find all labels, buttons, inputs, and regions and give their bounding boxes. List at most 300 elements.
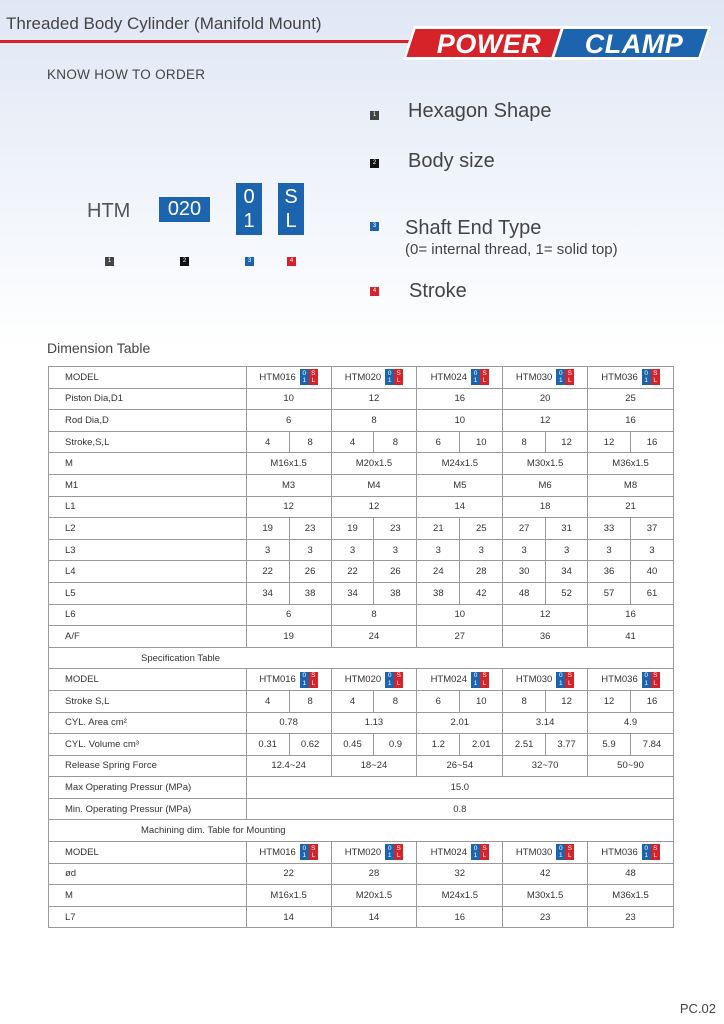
badge-stroke — [651, 844, 660, 860]
table-cell: 25 — [460, 518, 503, 540]
option-badge — [556, 369, 574, 385]
model-label: MODEL — [49, 842, 247, 864]
badge-stroke-bottom: L — [311, 377, 316, 385]
code-prefix: HTM — [87, 200, 131, 222]
row-label: Min. Operating Pressur (MPa) — [49, 798, 247, 820]
table-cell: 24 — [331, 626, 417, 648]
model-name-group — [259, 672, 317, 688]
badge-stroke-top: S — [653, 672, 658, 680]
model-name-group — [345, 844, 403, 860]
legend-body-size: Body size — [408, 150, 495, 172]
badge-stroke — [394, 672, 403, 688]
model-label: MODEL — [49, 367, 247, 389]
model-name: HTM036 — [601, 674, 638, 686]
badge-shaft-bottom: 1 — [473, 852, 478, 860]
table-cell: 14 — [417, 496, 503, 518]
table-cell: M16x1.5 — [246, 885, 331, 907]
badge-stroke-top: S — [311, 369, 316, 377]
row-label: CYL. Area cm² — [49, 712, 247, 734]
table-cell: 26 — [289, 561, 331, 583]
option-badge — [642, 844, 660, 860]
code-stroke-top: S — [284, 186, 298, 208]
code-marker-3: 3 — [245, 257, 254, 266]
model-name-group — [431, 369, 489, 385]
table-cell: 57 — [588, 582, 631, 604]
table-row — [49, 410, 674, 432]
table-cell: 8 — [331, 410, 417, 432]
badge-stroke-top: S — [311, 672, 316, 680]
badge-shaft-bottom: 1 — [387, 679, 392, 687]
model-name-group — [431, 844, 489, 860]
option-badge — [642, 369, 660, 385]
table-row — [49, 496, 674, 518]
badge-stroke-bottom: L — [482, 377, 487, 385]
table-cell: 12 — [588, 690, 631, 712]
specification-table-title: Specification Table — [49, 647, 674, 669]
row-label: L1 — [49, 496, 247, 518]
option-badge — [300, 672, 318, 688]
table-row — [49, 604, 674, 626]
table-cell: 50~90 — [588, 755, 674, 777]
model-name: HTM020 — [344, 371, 382, 383]
badge-stroke-bottom: L — [568, 852, 572, 860]
model-cell — [417, 669, 503, 691]
model-name: HTM036 — [601, 846, 638, 858]
badge-stroke — [480, 369, 489, 385]
badge-shaft-bottom: 1 — [559, 679, 563, 687]
badge-shaft-bottom: 1 — [473, 377, 478, 385]
table-cell: 23 — [374, 518, 417, 540]
table-cell: M24x1.5 — [417, 885, 503, 907]
table-cell: 42 — [503, 863, 588, 885]
badge-shaft-bottom: 1 — [473, 679, 478, 687]
table-cell: 0.78 — [246, 712, 331, 734]
table-cell: 3 — [289, 539, 331, 561]
model-label: MODEL — [49, 669, 247, 691]
table-row — [49, 777, 674, 799]
table-cell: 23 — [588, 906, 674, 928]
table-cell: 16 — [588, 604, 674, 626]
table-cell: 23 — [503, 906, 588, 928]
table-cell: M3 — [246, 474, 331, 496]
table-cell: 12 — [588, 431, 631, 453]
page-title: Threaded Body Cylinder (Manifold Mount) — [6, 14, 322, 33]
table-cell: 25 — [588, 388, 674, 410]
table-cell: 7.84 — [630, 734, 673, 756]
header-rule — [0, 40, 420, 43]
code-stroke-box — [278, 183, 304, 235]
table-cell: 14 — [331, 906, 417, 928]
table-cell: M8 — [588, 474, 674, 496]
table-row — [49, 453, 674, 475]
badge-stroke-bottom: L — [482, 852, 487, 860]
badge-shaft — [642, 844, 651, 860]
machining-model-row — [49, 842, 674, 864]
badge-shaft-bottom: 1 — [387, 852, 392, 860]
table-cell: 23 — [289, 518, 331, 540]
table-cell: 16 — [630, 690, 673, 712]
row-label: L6 — [49, 604, 247, 626]
model-cell — [331, 669, 417, 691]
table-cell: 22 — [246, 561, 289, 583]
table-cell: 3 — [546, 539, 588, 561]
badge-stroke-bottom: L — [653, 679, 658, 687]
row-label: L7 — [49, 906, 247, 928]
badge-shaft — [471, 369, 480, 385]
badge-stroke-bottom: L — [396, 679, 401, 687]
table-cell: 12 — [331, 496, 417, 518]
model-name-group — [601, 369, 659, 385]
model-name-group — [345, 369, 403, 385]
model-cell — [246, 367, 331, 389]
table-cell: 6 — [417, 431, 460, 453]
row-label: Release Spring Force — [49, 755, 247, 777]
table-cell: M36x1.5 — [588, 453, 674, 475]
badge-stroke-top: S — [567, 844, 573, 852]
table-cell: 38 — [289, 582, 331, 604]
table-row — [49, 561, 674, 583]
machining-table-title-row — [49, 820, 674, 842]
model-cell — [588, 842, 674, 864]
row-label: ød — [49, 863, 247, 885]
badge-stroke-top: S — [567, 672, 573, 680]
badge-stroke — [651, 369, 660, 385]
table-cell: 28 — [460, 561, 503, 583]
table-cell: 5.9 — [588, 734, 631, 756]
legend-shaft-end-note: (0= internal thread, 1= solid top) — [405, 241, 618, 258]
row-label: A/F — [49, 626, 247, 648]
table-cell: 26~54 — [417, 755, 503, 777]
model-name: HTM016 — [259, 371, 296, 383]
code-shaft-box — [236, 183, 262, 235]
badge-shaft-bottom: 1 — [644, 852, 649, 860]
table-cell: 3 — [630, 539, 673, 561]
model-cell — [246, 842, 331, 864]
table-row — [49, 582, 674, 604]
logo-text-power: POWER — [436, 29, 542, 59]
badge-shaft — [385, 844, 394, 860]
badge-stroke-bottom: L — [568, 377, 572, 385]
badge-stroke — [394, 369, 403, 385]
row-label: M — [49, 885, 247, 907]
badge-stroke-bottom: L — [311, 852, 316, 860]
model-name: HTM030 — [515, 371, 553, 383]
table-cell: 27 — [503, 518, 546, 540]
table-cell: 0.9 — [374, 734, 417, 756]
table-row — [49, 885, 674, 907]
table-cell: M16x1.5 — [246, 453, 331, 475]
badge-stroke — [309, 844, 318, 860]
row-label: Piston Dia,D1 — [49, 388, 247, 410]
table-cell: 16 — [417, 906, 503, 928]
badge-shaft — [300, 369, 309, 385]
badge-shaft — [385, 672, 394, 688]
machining-table-title: Machining dim. Table for Mounting — [49, 820, 674, 842]
code-marker-4: 4 — [287, 257, 296, 266]
legend-marker-1: 1 — [370, 111, 379, 120]
dimension-model-row — [49, 367, 674, 389]
table-row — [49, 388, 674, 410]
badge-stroke — [651, 672, 660, 688]
badge-shaft — [642, 672, 651, 688]
table-cell: 8 — [289, 690, 331, 712]
table-row — [49, 690, 674, 712]
model-name: HTM030 — [515, 846, 553, 858]
table-cell: 10 — [417, 410, 503, 432]
table-cell: 36 — [588, 561, 631, 583]
badge-stroke-top: S — [396, 672, 401, 680]
table-cell: 24 — [417, 561, 460, 583]
table-cell: 1.13 — [331, 712, 417, 734]
table-cell: 10 — [246, 388, 331, 410]
badge-stroke-top: S — [482, 672, 487, 680]
badge-shaft-top: 0 — [302, 369, 307, 377]
table-cell: M6 — [503, 474, 588, 496]
legend-marker-4: 4 — [370, 287, 379, 296]
table-cell: 3 — [246, 539, 289, 561]
table-cell: 37 — [630, 518, 673, 540]
model-name-group — [601, 672, 659, 688]
option-badge — [385, 369, 403, 385]
table-cell: 12 — [546, 431, 588, 453]
table-cell: 0.8 — [246, 798, 673, 820]
table-cell: 4.9 — [588, 712, 674, 734]
code-stroke-bottom: L — [285, 210, 297, 232]
row-label: M1 — [49, 474, 247, 496]
badge-stroke — [394, 844, 403, 860]
table-cell: 12 — [503, 604, 588, 626]
table-cell: 6 — [246, 410, 331, 432]
legend-marker-2: 2 — [370, 159, 379, 168]
model-name: HTM016 — [259, 846, 296, 858]
specification-table-title-row — [49, 647, 674, 669]
model-name-group — [431, 672, 489, 688]
badge-stroke-bottom: L — [653, 852, 658, 860]
badge-shaft-top: 0 — [302, 844, 307, 852]
table-cell: 52 — [546, 582, 588, 604]
model-cell — [246, 669, 331, 691]
badge-stroke-bottom: L — [311, 679, 316, 687]
code-shaft-top: 0 — [243, 186, 255, 208]
model-name-group — [259, 844, 317, 860]
table-cell: 6 — [246, 604, 331, 626]
badge-shaft — [556, 369, 565, 385]
badge-shaft-top: 0 — [644, 844, 649, 852]
table-cell: 26 — [374, 561, 417, 583]
table-cell: 31 — [546, 518, 588, 540]
table-cell: 34 — [331, 582, 374, 604]
table-cell: 4 — [331, 431, 374, 453]
page-number: PC.02 — [679, 1001, 716, 1016]
option-badge — [471, 369, 489, 385]
badge-shaft-top: 0 — [473, 672, 478, 680]
badge-stroke-top: S — [311, 844, 316, 852]
table-cell: 3.77 — [546, 734, 588, 756]
table-cell: 10 — [460, 431, 503, 453]
table-cell: 0.45 — [331, 734, 374, 756]
row-label: L2 — [49, 518, 247, 540]
table-cell: 8 — [503, 431, 546, 453]
legend-marker-3: 3 — [370, 222, 379, 231]
table-cell: 12 — [331, 388, 417, 410]
table-cell: 8 — [331, 604, 417, 626]
table-cell: 2.01 — [460, 734, 503, 756]
table-cell: 8 — [503, 690, 546, 712]
row-label: M — [49, 453, 247, 475]
badge-stroke — [565, 844, 574, 860]
model-name-group — [345, 672, 403, 688]
badge-shaft — [385, 369, 394, 385]
table-cell: 10 — [417, 604, 503, 626]
badge-stroke — [480, 844, 489, 860]
spec-model-row — [49, 669, 674, 691]
badge-stroke-bottom: L — [396, 377, 401, 385]
badge-stroke-top: S — [482, 844, 487, 852]
badge-shaft-bottom: 1 — [559, 377, 563, 385]
badge-shaft-top: 0 — [644, 672, 649, 680]
table-row — [49, 863, 674, 885]
logo-text-clamp: CLAMP — [584, 29, 684, 59]
badge-stroke — [565, 369, 574, 385]
badge-shaft-bottom: 1 — [302, 377, 307, 385]
table-cell: 3 — [588, 539, 631, 561]
table-cell: 22 — [246, 863, 331, 885]
model-name: HTM024 — [430, 674, 467, 686]
option-badge — [556, 672, 574, 688]
badge-shaft-top: 0 — [473, 844, 478, 852]
table-cell: 0.62 — [289, 734, 331, 756]
table-row — [49, 474, 674, 496]
table-cell: 16 — [588, 410, 674, 432]
table-row — [49, 518, 674, 540]
badge-shaft — [556, 844, 565, 860]
table-cell: 4 — [246, 431, 289, 453]
badge-stroke-top: S — [653, 369, 658, 377]
table-cell: 22 — [331, 561, 374, 583]
row-label: L5 — [49, 582, 247, 604]
row-label: CYL. Volume cm³ — [49, 734, 247, 756]
table-cell: 14 — [246, 906, 331, 928]
code-shaft-bottom: 1 — [243, 210, 255, 232]
table-cell: 41 — [588, 626, 674, 648]
table-cell: 8 — [374, 431, 417, 453]
table-cell: 3 — [331, 539, 374, 561]
table-row — [49, 626, 674, 648]
badge-stroke-bottom: L — [568, 679, 572, 687]
model-cell — [417, 842, 503, 864]
badge-shaft-top: 0 — [387, 844, 392, 852]
legend-stroke: Stroke — [409, 280, 467, 302]
table-cell: 34 — [546, 561, 588, 583]
code-marker-2: 2 — [180, 257, 189, 266]
table-cell: 10 — [460, 690, 503, 712]
table-row — [49, 539, 674, 561]
row-label: L4 — [49, 561, 247, 583]
table-cell: 48 — [503, 582, 546, 604]
table-cell: 34 — [246, 582, 289, 604]
badge-shaft — [471, 844, 480, 860]
table-cell: 36 — [503, 626, 588, 648]
table-cell: 42 — [460, 582, 503, 604]
table-row — [49, 712, 674, 734]
table-cell: 38 — [417, 582, 460, 604]
table-cell: 16 — [417, 388, 503, 410]
badge-shaft-top: 0 — [387, 369, 392, 377]
option-badge — [300, 844, 318, 860]
code-size-box: 020 — [159, 197, 210, 222]
table-cell: 19 — [331, 518, 374, 540]
badge-stroke-top: S — [567, 369, 573, 377]
table-cell: 21 — [417, 518, 460, 540]
model-name: HTM020 — [344, 674, 382, 686]
brand-logo — [400, 26, 710, 60]
badge-shaft-bottom: 1 — [302, 679, 307, 687]
row-label: Stroke S,L — [49, 690, 247, 712]
table-cell: 19 — [246, 626, 331, 648]
table-cell: 12 — [503, 410, 588, 432]
model-name: HTM024 — [430, 846, 467, 858]
order-heading: KNOW HOW TO ORDER — [47, 67, 206, 82]
table-cell: 8 — [374, 690, 417, 712]
table-cell: M5 — [417, 474, 503, 496]
table-cell: 48 — [588, 863, 674, 885]
badge-shaft-bottom: 1 — [559, 852, 563, 860]
table-cell: 4 — [331, 690, 374, 712]
model-name-group — [601, 844, 659, 860]
table-cell: M36x1.5 — [588, 885, 674, 907]
table-cell: 18 — [503, 496, 588, 518]
table-cell: M24x1.5 — [417, 453, 503, 475]
model-name: HTM030 — [515, 674, 553, 686]
table-cell: 16 — [630, 431, 673, 453]
model-name-group — [259, 369, 317, 385]
table-cell: 3.14 — [503, 712, 588, 734]
model-name-group — [516, 369, 574, 385]
badge-shaft — [300, 844, 309, 860]
badge-stroke-top: S — [396, 844, 401, 852]
table-cell: 30 — [503, 561, 546, 583]
model-name-group — [516, 844, 574, 860]
badge-shaft-bottom: 1 — [302, 852, 307, 860]
badge-stroke — [565, 672, 574, 688]
badge-stroke-top: S — [396, 369, 401, 377]
table-cell: 12 — [546, 690, 588, 712]
table-cell: 0.31 — [246, 734, 289, 756]
badge-shaft-top: 0 — [644, 369, 649, 377]
table-cell: 4 — [246, 690, 289, 712]
model-cell — [588, 367, 674, 389]
option-badge — [385, 844, 403, 860]
table-row — [49, 734, 674, 756]
badge-shaft-top: 0 — [302, 672, 307, 680]
badge-shaft-top: 0 — [559, 369, 563, 377]
table-cell: 2.51 — [503, 734, 546, 756]
table-row — [49, 906, 674, 928]
table-cell: 19 — [246, 518, 289, 540]
table-cell: 6 — [417, 690, 460, 712]
table-cell: M20x1.5 — [331, 453, 417, 475]
badge-shaft-top: 0 — [559, 672, 563, 680]
option-badge — [385, 672, 403, 688]
row-label: Rod Dia,D — [49, 410, 247, 432]
table-cell: 32 — [417, 863, 503, 885]
table-cell: 12.4~24 — [246, 755, 331, 777]
model-name-group — [516, 672, 574, 688]
badge-stroke-bottom: L — [653, 377, 658, 385]
table-row — [49, 798, 674, 820]
badge-shaft-bottom: 1 — [644, 377, 649, 385]
code-marker-1: 1 — [105, 257, 114, 266]
